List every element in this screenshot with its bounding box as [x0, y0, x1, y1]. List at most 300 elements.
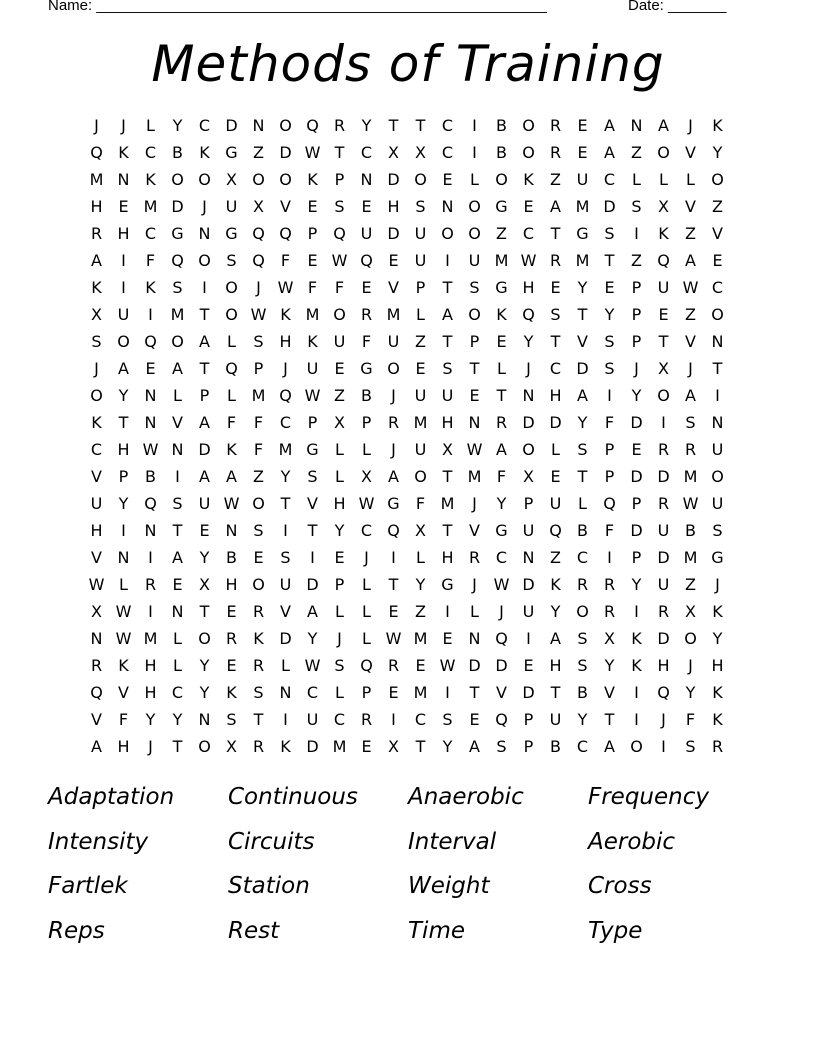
grid-letter[interactable]: T [280, 494, 291, 513]
grid-letter[interactable]: Y [604, 656, 615, 675]
grid-letter[interactable]: R [495, 413, 508, 432]
grid-letter[interactable]: S [415, 197, 426, 216]
grid-letter[interactable]: Q [549, 521, 562, 540]
grid-letter[interactable]: Q [279, 386, 292, 405]
grid-letter[interactable]: Y [631, 575, 642, 594]
grid-letter[interactable]: H [117, 737, 130, 756]
grid-letter[interactable]: A [604, 116, 615, 135]
grid-letter[interactable]: X [415, 521, 426, 540]
grid-letter[interactable]: H [144, 683, 157, 702]
grid-letter[interactable]: L [173, 386, 182, 405]
grid-letter[interactable]: T [172, 737, 183, 756]
grid-letter[interactable]: O [198, 629, 211, 648]
grid-letter[interactable]: E [604, 278, 615, 297]
grid-letter[interactable]: J [634, 359, 639, 378]
grid-letter[interactable]: C [144, 224, 157, 243]
grid-letter[interactable]: C [522, 224, 535, 243]
grid-letter[interactable]: P [253, 359, 264, 378]
grid-letter[interactable]: I [472, 116, 477, 135]
grid-letter[interactable]: T [253, 710, 264, 729]
grid-letter[interactable]: I [715, 386, 720, 405]
grid-letter[interactable]: K [712, 602, 723, 621]
grid-letter[interactable]: V [604, 683, 615, 702]
grid-letter[interactable]: R [252, 602, 265, 621]
grid-letter[interactable]: X [658, 197, 669, 216]
grid-letter[interactable]: N [468, 413, 481, 432]
grid-letter[interactable]: O [117, 332, 130, 351]
grid-letter[interactable]: X [226, 170, 237, 189]
grid-letter[interactable]: M [143, 197, 158, 216]
grid-letter[interactable]: Y [442, 737, 453, 756]
grid-letter[interactable]: J [94, 359, 99, 378]
grid-letter[interactable]: K [226, 440, 237, 459]
grid-letter[interactable]: D [495, 656, 508, 675]
grid-letter[interactable]: O [684, 629, 697, 648]
grid-letter[interactable]: M [467, 467, 482, 486]
grid-letter[interactable]: Q [279, 224, 292, 243]
grid-letter[interactable]: U [117, 305, 130, 324]
grid-letter[interactable]: F [496, 467, 507, 486]
grid-letter[interactable]: L [416, 548, 425, 567]
grid-letter[interactable]: W [520, 251, 537, 270]
grid-letter[interactable]: E [712, 251, 723, 270]
grid-letter[interactable]: K [145, 170, 156, 189]
grid-letter[interactable]: F [415, 494, 426, 513]
grid-letter[interactable]: S [307, 467, 318, 486]
grid-letter[interactable]: E [334, 359, 345, 378]
grid-letter[interactable]: Z [631, 251, 642, 270]
grid-letter[interactable]: Q [657, 683, 670, 702]
grid-letter[interactable]: X [253, 197, 264, 216]
grid-letter[interactable]: H [549, 386, 562, 405]
grid-letter[interactable]: X [199, 575, 210, 594]
grid-letter[interactable]: D [549, 413, 562, 432]
grid-letter[interactable]: S [604, 332, 615, 351]
grid-letter[interactable]: E [388, 683, 399, 702]
grid-letter[interactable]: U [306, 710, 319, 729]
grid-letter[interactable]: J [148, 737, 153, 756]
grid-letter[interactable]: P [334, 170, 345, 189]
grid-letter[interactable]: R [333, 116, 346, 135]
grid-letter[interactable]: R [468, 548, 481, 567]
grid-letter[interactable]: N [711, 413, 724, 432]
grid-letter[interactable]: V [496, 683, 507, 702]
date-field-label[interactable]: Date: _______ [628, 0, 727, 14]
grid-letter[interactable]: A [199, 332, 210, 351]
grid-letter[interactable]: K [712, 116, 723, 135]
grid-letter[interactable]: U [414, 224, 427, 243]
grid-letter[interactable]: L [659, 170, 668, 189]
grid-letter[interactable]: C [711, 278, 724, 297]
grid-letter[interactable]: F [145, 251, 156, 270]
grid-letter[interactable]: R [549, 143, 562, 162]
grid-letter[interactable]: E [118, 197, 129, 216]
grid-letter[interactable]: I [148, 305, 153, 324]
grid-letter[interactable]: L [632, 170, 641, 189]
grid-letter[interactable]: Y [577, 710, 588, 729]
grid-letter[interactable]: N [171, 602, 184, 621]
grid-letter[interactable]: D [603, 197, 616, 216]
grid-letter[interactable]: W [115, 629, 132, 648]
grid-letter[interactable]: Q [657, 251, 670, 270]
grid-letter[interactable]: W [466, 440, 483, 459]
grid-letter[interactable]: B [496, 143, 507, 162]
grid-letter[interactable]: B [577, 521, 588, 540]
grid-letter[interactable]: B [496, 116, 507, 135]
grid-letter[interactable]: X [334, 413, 345, 432]
grid-letter[interactable]: M [143, 629, 158, 648]
grid-letter[interactable]: S [469, 278, 480, 297]
grid-letter[interactable]: I [283, 710, 288, 729]
grid-letter[interactable]: N [144, 521, 157, 540]
grid-letter[interactable]: V [712, 224, 723, 243]
grid-letter[interactable]: L [362, 575, 371, 594]
grid-letter[interactable]: I [445, 683, 450, 702]
grid-letter[interactable]: S [577, 440, 588, 459]
grid-letter[interactable]: C [495, 548, 508, 567]
grid-letter[interactable]: R [387, 656, 400, 675]
grid-letter[interactable]: R [657, 440, 670, 459]
grid-letter[interactable]: R [549, 251, 562, 270]
grid-letter[interactable]: G [441, 575, 454, 594]
grid-letter[interactable]: E [469, 710, 480, 729]
grid-letter[interactable]: B [577, 683, 588, 702]
grid-letter[interactable]: C [360, 143, 373, 162]
grid-letter[interactable]: F [226, 413, 237, 432]
grid-letter[interactable]: I [634, 710, 639, 729]
grid-letter[interactable]: Y [577, 278, 588, 297]
grid-letter[interactable]: R [360, 305, 373, 324]
grid-letter[interactable]: F [334, 278, 345, 297]
grid-letter[interactable]: K [118, 656, 129, 675]
grid-letter[interactable]: S [172, 278, 183, 297]
grid-letter[interactable]: W [115, 602, 132, 621]
grid-letter[interactable]: W [358, 494, 375, 513]
grid-letter[interactable]: Q [90, 143, 103, 162]
grid-letter[interactable]: A [550, 197, 561, 216]
grid-letter[interactable]: N [522, 386, 535, 405]
grid-letter[interactable]: T [469, 359, 480, 378]
grid-letter[interactable]: O [225, 278, 238, 297]
grid-letter[interactable]: T [712, 359, 723, 378]
grid-letter[interactable]: N [144, 386, 157, 405]
grid-letter[interactable]: P [631, 278, 642, 297]
grid-letter[interactable]: E [523, 656, 534, 675]
grid-letter[interactable]: N [117, 548, 130, 567]
grid-letter[interactable]: P [469, 332, 480, 351]
grid-letter[interactable]: D [522, 413, 535, 432]
grid-letter[interactable]: O [414, 467, 427, 486]
grid-letter[interactable]: C [279, 413, 292, 432]
grid-letter[interactable]: O [522, 440, 535, 459]
grid-letter[interactable]: Q [225, 359, 238, 378]
grid-letter[interactable]: Y [334, 521, 345, 540]
grid-letter[interactable]: D [387, 224, 400, 243]
grid-letter[interactable]: G [171, 224, 184, 243]
grid-letter[interactable]: Q [171, 251, 184, 270]
grid-letter[interactable]: T [604, 251, 615, 270]
grid-letter[interactable]: N [225, 521, 238, 540]
grid-letter[interactable]: M [251, 386, 266, 405]
grid-letter[interactable]: O [522, 116, 535, 135]
grid-letter[interactable]: J [688, 116, 693, 135]
grid-letter[interactable]: W [682, 278, 699, 297]
grid-letter[interactable]: Z [550, 548, 561, 567]
grid-letter[interactable]: N [198, 224, 211, 243]
grid-letter[interactable]: Z [685, 575, 696, 594]
grid-letter[interactable]: S [604, 224, 615, 243]
grid-letter[interactable]: E [226, 656, 237, 675]
grid-letter[interactable]: Q [360, 251, 373, 270]
grid-letter[interactable]: E [334, 548, 345, 567]
grid-letter[interactable]: F [253, 413, 264, 432]
grid-letter[interactable]: E [442, 629, 453, 648]
grid-letter[interactable]: U [414, 251, 427, 270]
grid-letter[interactable]: Z [496, 224, 507, 243]
grid-letter[interactable]: X [361, 467, 372, 486]
grid-letter[interactable]: T [118, 413, 129, 432]
grid-letter[interactable]: L [146, 116, 155, 135]
grid-letter[interactable]: J [391, 440, 396, 459]
grid-letter[interactable]: Y [172, 116, 183, 135]
grid-letter[interactable]: D [657, 467, 670, 486]
grid-letter[interactable]: N [144, 413, 157, 432]
grid-letter[interactable]: C [549, 359, 562, 378]
grid-letter[interactable]: U [360, 224, 373, 243]
grid-letter[interactable]: Y [199, 656, 210, 675]
grid-letter[interactable]: L [551, 440, 560, 459]
grid-letter[interactable]: V [91, 467, 102, 486]
grid-letter[interactable]: I [634, 602, 639, 621]
grid-letter[interactable]: V [307, 494, 318, 513]
grid-letter[interactable]: X [523, 467, 534, 486]
grid-letter[interactable]: D [522, 683, 535, 702]
grid-letter[interactable]: W [250, 305, 267, 324]
grid-letter[interactable]: N [441, 197, 454, 216]
grid-letter[interactable]: L [281, 656, 290, 675]
grid-letter[interactable]: U [576, 170, 589, 189]
grid-letter[interactable]: U [657, 521, 670, 540]
grid-letter[interactable]: N [360, 170, 373, 189]
grid-letter[interactable]: W [439, 656, 456, 675]
grid-letter[interactable]: O [495, 170, 508, 189]
grid-letter[interactable]: W [223, 494, 240, 513]
grid-letter[interactable]: E [523, 197, 534, 216]
grid-letter[interactable]: M [413, 413, 428, 432]
grid-letter[interactable]: Z [631, 143, 642, 162]
grid-letter[interactable]: I [661, 413, 666, 432]
grid-letter[interactable]: V [172, 413, 183, 432]
grid-letter[interactable]: L [119, 575, 128, 594]
grid-letter[interactable]: J [337, 629, 342, 648]
grid-letter[interactable]: R [603, 575, 616, 594]
grid-letter[interactable]: I [526, 629, 531, 648]
grid-letter[interactable]: H [90, 521, 103, 540]
grid-letter[interactable]: T [577, 305, 588, 324]
grid-letter[interactable]: D [306, 737, 319, 756]
grid-letter[interactable]: Q [522, 305, 535, 324]
grid-letter[interactable]: V [577, 332, 588, 351]
grid-letter[interactable]: Z [334, 386, 345, 405]
grid-letter[interactable]: Z [685, 224, 696, 243]
grid-letter[interactable]: O [198, 251, 211, 270]
grid-letter[interactable]: Y [685, 683, 696, 702]
grid-letter[interactable]: L [227, 386, 236, 405]
grid-letter[interactable]: I [607, 386, 612, 405]
grid-letter[interactable]: Y [631, 386, 642, 405]
grid-letter[interactable]: M [278, 440, 293, 459]
grid-letter[interactable]: R [549, 116, 562, 135]
grid-letter[interactable]: I [391, 710, 396, 729]
grid-letter[interactable]: Y [199, 683, 210, 702]
grid-letter[interactable]: W [493, 575, 510, 594]
grid-letter[interactable]: B [361, 386, 372, 405]
grid-letter[interactable]: B [550, 737, 561, 756]
grid-letter[interactable]: Q [495, 710, 508, 729]
grid-letter[interactable]: P [361, 413, 372, 432]
grid-letter[interactable]: T [199, 305, 210, 324]
grid-letter[interactable]: P [631, 494, 642, 513]
grid-letter[interactable]: C [198, 116, 211, 135]
grid-letter[interactable]: E [361, 278, 372, 297]
grid-letter[interactable]: J [256, 278, 261, 297]
grid-letter[interactable]: P [523, 710, 534, 729]
grid-letter[interactable]: S [442, 359, 453, 378]
grid-letter[interactable]: W [682, 494, 699, 513]
grid-letter[interactable]: P [523, 737, 534, 756]
grid-letter[interactable]: A [577, 386, 588, 405]
grid-letter[interactable]: H [144, 656, 157, 675]
grid-letter[interactable]: O [252, 170, 265, 189]
grid-letter[interactable]: Y [577, 413, 588, 432]
grid-letter[interactable]: I [148, 602, 153, 621]
grid-letter[interactable]: G [387, 494, 400, 513]
grid-letter[interactable]: U [333, 332, 346, 351]
grid-letter[interactable]: N [711, 332, 724, 351]
grid-letter[interactable]: F [361, 332, 372, 351]
grid-letter[interactable]: K [226, 683, 237, 702]
grid-letter[interactable]: D [657, 548, 670, 567]
grid-letter[interactable]: Q [144, 494, 157, 513]
grid-letter[interactable]: L [173, 629, 182, 648]
grid-letter[interactable]: I [607, 548, 612, 567]
grid-letter[interactable]: C [306, 683, 319, 702]
grid-letter[interactable]: G [306, 440, 319, 459]
grid-letter[interactable]: J [688, 656, 693, 675]
grid-letter[interactable]: R [144, 575, 157, 594]
grid-letter[interactable]: K [631, 629, 642, 648]
grid-letter[interactable]: H [117, 440, 130, 459]
grid-letter[interactable]: E [172, 575, 183, 594]
grid-letter[interactable]: S [685, 413, 696, 432]
grid-letter[interactable]: J [472, 575, 477, 594]
grid-letter[interactable]: V [280, 602, 291, 621]
grid-letter[interactable]: R [576, 575, 589, 594]
grid-letter[interactable]: X [415, 143, 426, 162]
grid-letter[interactable]: F [253, 440, 264, 459]
grid-letter[interactable]: U [225, 197, 238, 216]
grid-letter[interactable]: B [226, 548, 237, 567]
grid-letter[interactable]: Q [333, 224, 346, 243]
grid-letter[interactable]: G [495, 197, 508, 216]
grid-letter[interactable]: L [362, 602, 371, 621]
grid-letter[interactable]: U [306, 359, 319, 378]
grid-letter[interactable]: O [198, 737, 211, 756]
grid-letter[interactable]: Q [252, 251, 265, 270]
grid-letter[interactable]: L [416, 305, 425, 324]
grid-letter[interactable]: U [468, 251, 481, 270]
grid-letter[interactable]: J [499, 602, 504, 621]
grid-letter[interactable]: O [333, 305, 346, 324]
grid-letter[interactable]: M [332, 737, 347, 756]
grid-letter[interactable]: W [304, 386, 321, 405]
grid-letter[interactable]: B [145, 467, 156, 486]
grid-letter[interactable]: E [577, 143, 588, 162]
grid-letter[interactable]: Y [712, 143, 723, 162]
grid-letter[interactable]: V [469, 521, 480, 540]
grid-letter[interactable]: F [604, 521, 615, 540]
grid-letter[interactable]: T [415, 737, 426, 756]
grid-letter[interactable]: Y [118, 386, 129, 405]
grid-letter[interactable]: U [657, 575, 670, 594]
grid-letter[interactable]: A [172, 359, 183, 378]
grid-letter[interactable]: T [604, 710, 615, 729]
grid-letter[interactable]: E [361, 737, 372, 756]
grid-letter[interactable]: U [387, 332, 400, 351]
grid-letter[interactable]: S [577, 629, 588, 648]
grid-letter[interactable]: X [604, 629, 615, 648]
grid-letter[interactable]: H [549, 656, 562, 675]
grid-letter[interactable]: L [173, 656, 182, 675]
grid-letter[interactable]: F [604, 413, 615, 432]
grid-letter[interactable]: P [604, 440, 615, 459]
grid-letter[interactable]: T [388, 116, 399, 135]
grid-letter[interactable]: T [415, 116, 426, 135]
grid-letter[interactable]: R [90, 224, 103, 243]
grid-letter[interactable]: S [496, 737, 507, 756]
grid-letter[interactable]: N [171, 440, 184, 459]
grid-letter[interactable]: V [91, 548, 102, 567]
grid-letter[interactable]: M [494, 251, 509, 270]
grid-letter[interactable]: A [604, 737, 615, 756]
grid-letter[interactable]: V [685, 197, 696, 216]
grid-letter[interactable]: J [364, 548, 369, 567]
grid-letter[interactable]: T [496, 386, 507, 405]
grid-letter[interactable]: S [604, 359, 615, 378]
grid-letter[interactable]: P [631, 305, 642, 324]
grid-letter[interactable]: Q [603, 494, 616, 513]
grid-letter[interactable]: Y [604, 305, 615, 324]
grid-letter[interactable]: E [415, 656, 426, 675]
grid-letter[interactable]: D [279, 143, 292, 162]
grid-letter[interactable]: R [657, 494, 670, 513]
grid-letter[interactable]: Z [253, 143, 264, 162]
grid-letter[interactable]: K [496, 305, 507, 324]
grid-letter[interactable]: A [604, 143, 615, 162]
grid-letter[interactable]: U [711, 494, 724, 513]
grid-letter[interactable]: Y [307, 629, 318, 648]
grid-letter[interactable]: A [199, 413, 210, 432]
grid-letter[interactable]: Z [550, 170, 561, 189]
grid-letter[interactable]: Z [685, 305, 696, 324]
grid-letter[interactable]: D [630, 521, 643, 540]
grid-letter[interactable]: P [307, 413, 318, 432]
grid-letter[interactable]: I [310, 548, 315, 567]
grid-letter[interactable]: T [199, 359, 210, 378]
grid-letter[interactable]: E [550, 278, 561, 297]
grid-letter[interactable]: Y [199, 548, 210, 567]
grid-letter[interactable]: Y [415, 575, 426, 594]
